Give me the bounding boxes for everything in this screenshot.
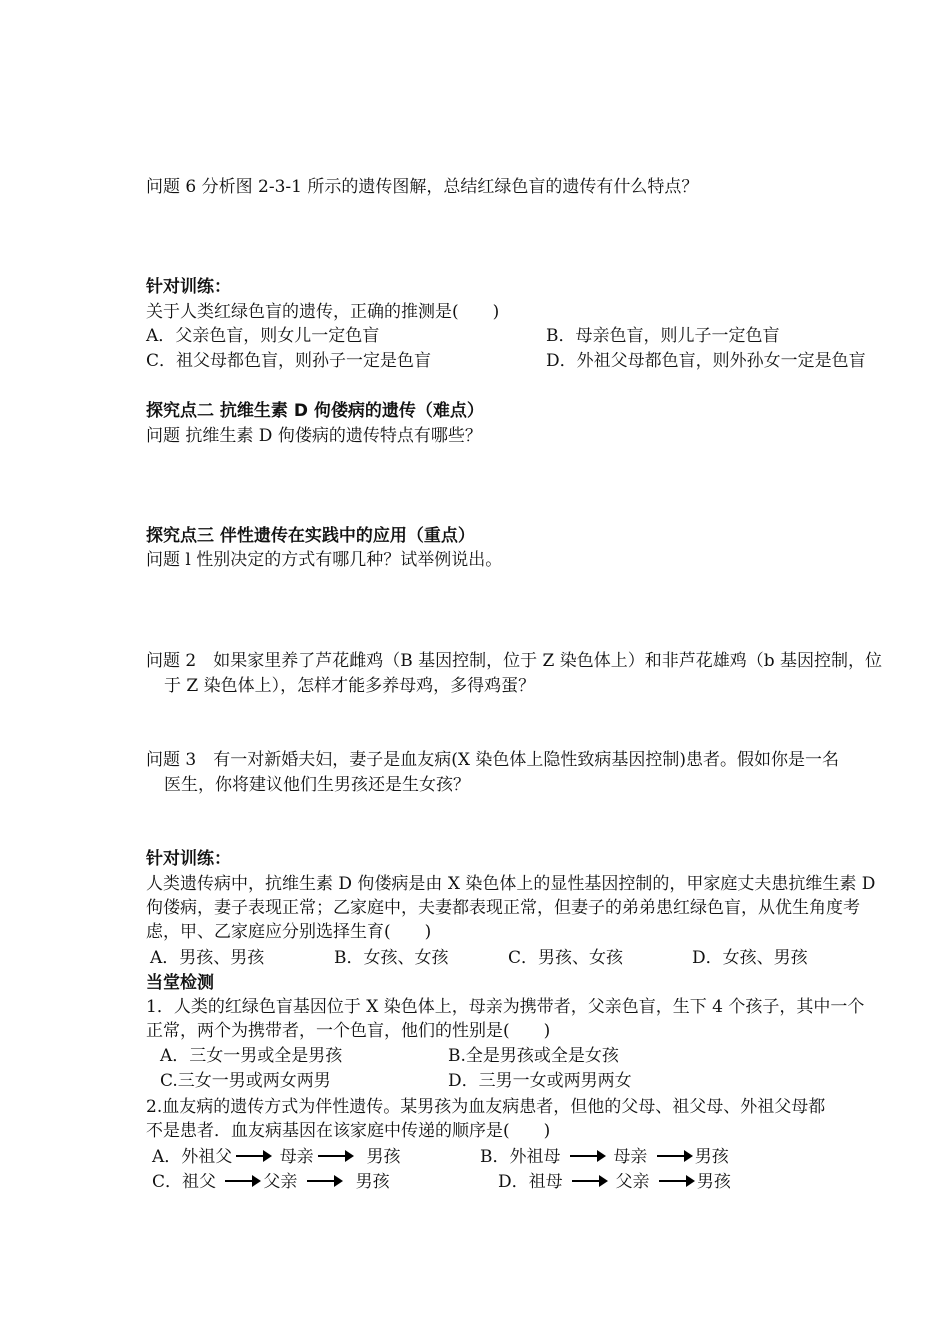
- point-3-question-3-line-1: 问题 3 有一对新婚夫妇，妻子是血友病(X 染色体上隐性致病基因控制)患者。假如你是一名: [146, 750, 839, 770]
- training-1-option-d: D．外祖父母都色盲，则外孙女一定是色盲: [546, 351, 866, 371]
- training-heading-2: 针对训练：: [146, 849, 231, 869]
- right-arrow-icon: [225, 1180, 259, 1182]
- training-2-line-1: 人类遗传病中，抗维生素 D 佝偻病是由 X 染色体上的显性基因控制的，甲家庭丈夫患抗维生素 D: [146, 874, 876, 894]
- training-2-option-c: C．男孩、女孩: [508, 948, 624, 968]
- training-2-option-b: B．女孩、女孩: [334, 948, 449, 968]
- point-3-question-2-line-1: 问题 2 如果家里养了芦花雌鸡（B 基因控制，位于 Z 染色体上）和非芦花雄鸡（b 基因控制，位: [146, 651, 883, 671]
- test-question-1-option-a: A．三女一男或全是男孩: [160, 1046, 343, 1066]
- option-a-step-3: 男孩: [366, 1147, 401, 1167]
- training-1-option-a: A．父亲色盲，则女儿一定色盲: [146, 326, 380, 346]
- right-arrow-icon: [307, 1180, 341, 1182]
- test-question-1-option-b: B.全是男孩或全是女孩: [448, 1046, 619, 1066]
- right-arrow-icon: [570, 1155, 604, 1157]
- test-question-2-option-b: [480, 1146, 729, 1168]
- test-question-2-line-1: 2.血友病的遗传方式为伴性遗传。某男孩为血友病患者，但他的父母、祖父母、外祖父母都: [146, 1097, 826, 1117]
- test-heading: 当堂检测: [146, 973, 214, 993]
- training-1-stem: 关于人类红绿色盲的遗传，正确的推测是( ): [146, 302, 500, 322]
- point-3-question-2-line-2: 于 Z 染色体上），怎样才能多养母鸡，多得鸡蛋？: [164, 676, 536, 696]
- point-2-question: 问题 抗维生素 D 佝偻病的遗传特点有哪些？: [146, 426, 482, 446]
- training-2-option-d: D．女孩、男孩: [692, 948, 808, 968]
- right-arrow-icon: [659, 1180, 693, 1182]
- test-question-2-option-c: [152, 1171, 390, 1193]
- training-2-line-3: 虑，甲、乙家庭应分别选择生育( ): [146, 922, 432, 942]
- option-d-step-2: 父亲: [615, 1172, 650, 1192]
- option-b-step-1: B．外祖母: [480, 1147, 561, 1167]
- point-3-heading: 探究点三 伴性遗传在实践中的应用（重点）: [146, 526, 475, 546]
- test-question-2-line-2: 不是患者．血友病基因在该家庭中传递的顺序是( ): [146, 1121, 551, 1141]
- option-d-step-3: 男孩: [696, 1172, 731, 1192]
- option-c-step-2: 父亲: [263, 1172, 298, 1192]
- option-a-step-1: A．外祖父: [152, 1147, 233, 1167]
- training-2-option-a: A．男孩、男孩: [150, 948, 265, 968]
- test-question-2-option-a: [152, 1146, 401, 1168]
- test-question-1-option-c: C.三女一男或两女两男: [160, 1071, 331, 1091]
- test-question-1-line-2: 正常，两个为携带者，一个色盲，他们的性别是( ): [146, 1021, 551, 1041]
- right-arrow-icon: [236, 1155, 270, 1157]
- right-arrow-icon: [657, 1155, 691, 1157]
- test-question-1-line-1: 1．人类的红绿色盲基因位于 X 染色体上，母亲为携带者，父亲色盲，生下 4 个孩子，其中一个: [146, 997, 865, 1017]
- option-b-step-2: 母亲: [613, 1147, 648, 1167]
- test-question-1-option-d: D．三男一女或两男两女: [448, 1071, 632, 1091]
- point-2-heading: 探究点二 抗维生素 D 佝偻病的遗传（难点）: [146, 401, 484, 421]
- option-d-step-1: D．祖母: [498, 1172, 563, 1192]
- training-heading-1: 针对训练：: [146, 277, 231, 297]
- training-1-option-c: C．祖父母都色盲，则孙子一定是色盲: [146, 351, 432, 371]
- right-arrow-icon: [318, 1155, 352, 1157]
- point-3-question-3-line-2: 医生，你将建议他们生男孩还是生女孩？: [164, 775, 470, 795]
- option-b-step-3: 男孩: [694, 1147, 729, 1167]
- right-arrow-icon: [572, 1180, 606, 1182]
- point-3-question-1: 问题 l 性别决定的方式有哪几种？试举例说出。: [146, 550, 503, 570]
- option-a-step-2: 母亲: [279, 1147, 314, 1167]
- training-2-line-2: 佝偻病，妻子表现正常；乙家庭中，夫妻都表现正常，但妻子的弟弟患红绿色盲，从优生角度考: [146, 898, 860, 918]
- test-question-2-option-d: [498, 1171, 731, 1193]
- option-c-step-1: C．祖父: [152, 1172, 217, 1192]
- training-1-option-b: B．母亲色盲，则儿子一定色盲: [546, 326, 780, 346]
- option-c-step-3: 男孩: [355, 1172, 390, 1192]
- question-6: 问题 6 分析图 2-3-1 所示的遗传图解，总结红绿色盲的遗传有什么特点？: [146, 177, 699, 197]
